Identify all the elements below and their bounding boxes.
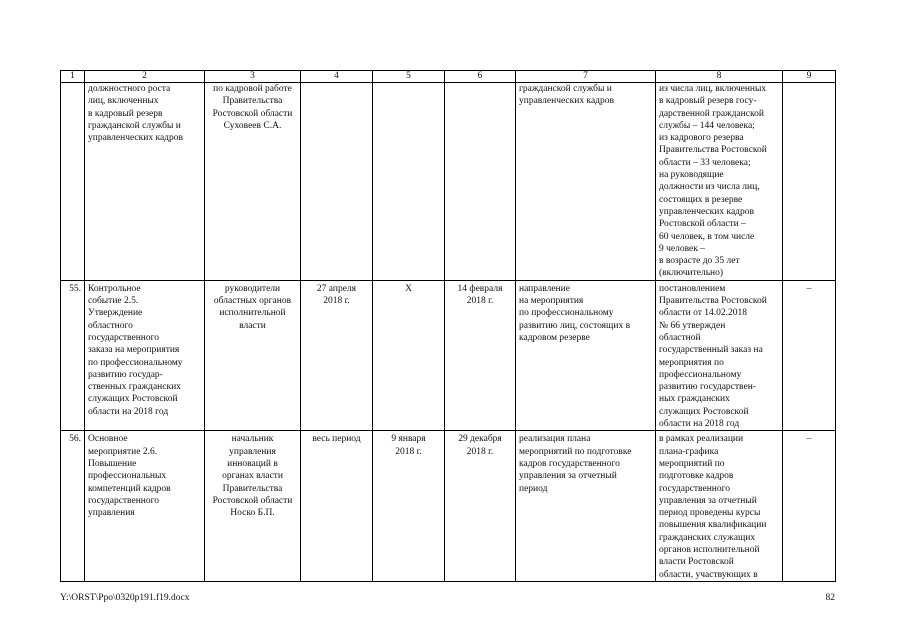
column-header-1: 1 [61, 71, 85, 83]
event-name-cell: Контрольное событие 2.5. Утверждение областного государственного заказа на мероприятия по профессиональному развитию государ- ственных гражданских служащих Ростовской области на 2018 год [85, 280, 205, 431]
event-name-cell: должностного роста лиц, включенных в кадровый резерв гражданской службы и управленческих кадров [85, 83, 205, 281]
actual-end-cell: 14 февраля 2018 г. [445, 280, 516, 431]
table-row-continuation [61, 83, 836, 281]
responsible-cell: руководители областных органов исполнительной власти [205, 280, 301, 431]
planned-date-cell: весь период [301, 431, 373, 582]
planned-date-cell [301, 83, 373, 281]
actual-end-cell: 29 декабря 2018 г. [445, 431, 516, 582]
responsible-cell: начальник управления инноваций в органах власти Правительства Ростовской области Носко Б.П. [205, 431, 301, 582]
table-row-56 [61, 431, 836, 582]
table-header-row [61, 71, 836, 83]
column-header-7: 7 [516, 71, 656, 83]
reason-cell: – [783, 280, 836, 431]
file-path-footer: Y:\ORST\Ppo\0320p191.f19.docx [60, 593, 190, 603]
planned-result-cell: гражданской службы и управленческих кадров [516, 83, 656, 281]
actual-start-cell: 9 января 2018 г. [373, 431, 445, 582]
event-name-cell: Основное мероприятие 2.6. Повышение профессиональных компетенций кадров государственного управления [85, 431, 205, 582]
responsible-cell: по кадровой работе Правительства Ростовской области Суховеев С.А. [205, 83, 301, 281]
actual-start-cell [373, 83, 445, 281]
actual-end-cell [445, 83, 516, 281]
planned-date-cell: 27 апреля 2018 г. [301, 280, 373, 431]
column-header-2: 2 [85, 71, 205, 83]
column-header-3: 3 [205, 71, 301, 83]
row-number-cell: 56. [61, 431, 85, 582]
page-number: 82 [825, 593, 835, 603]
row-number-cell: 55. [61, 280, 85, 431]
reason-cell [783, 83, 836, 281]
actual-result-cell: постановлением Правительства Ростовской области от 14.02.2018 № 66 утвержден областной государственный заказ на мероприятия по профессиональному развитию государствен- ных гражданских служащих Ростовской области на 2018 год [656, 280, 783, 431]
actual-result-cell: в рамках реализации плана-графика мероприятий по подготовке кадров государственного управления за отчетный период проведены курсы повышения квалификации гражданских служащих органов исполнительной власти Ростовской области, участвующих в [656, 431, 783, 582]
column-header-4: 4 [301, 71, 373, 83]
column-header-5: 5 [373, 71, 445, 83]
column-header-9: 9 [783, 71, 836, 83]
actual-start-cell: Х [373, 280, 445, 431]
report-table [60, 70, 836, 582]
reason-cell: – [783, 431, 836, 582]
planned-result-cell: направление на мероприятия по профессиональному развитию лиц, состоящих в кадровом резерве [516, 280, 656, 431]
row-number-cell [61, 83, 85, 281]
table-row-55 [61, 280, 836, 431]
column-header-6: 6 [445, 71, 516, 83]
column-header-8: 8 [656, 71, 783, 83]
actual-result-cell: из числа лиц, включенных в кадровый резерв госу- дарственной гражданской службы – 144 человека; из кадрового резерва Правительства Ростовской области – 33 человека; на руководящие должности из числа лиц, состоящих в резерве управленческих кадров Ростовской области – 60 человек, в том числе 9 человек – в возрасте до 35 лет (включительно) [656, 83, 783, 281]
planned-result-cell: реализация плана мероприятий по подготовке кадров государственного управления за отчетный период [516, 431, 656, 582]
